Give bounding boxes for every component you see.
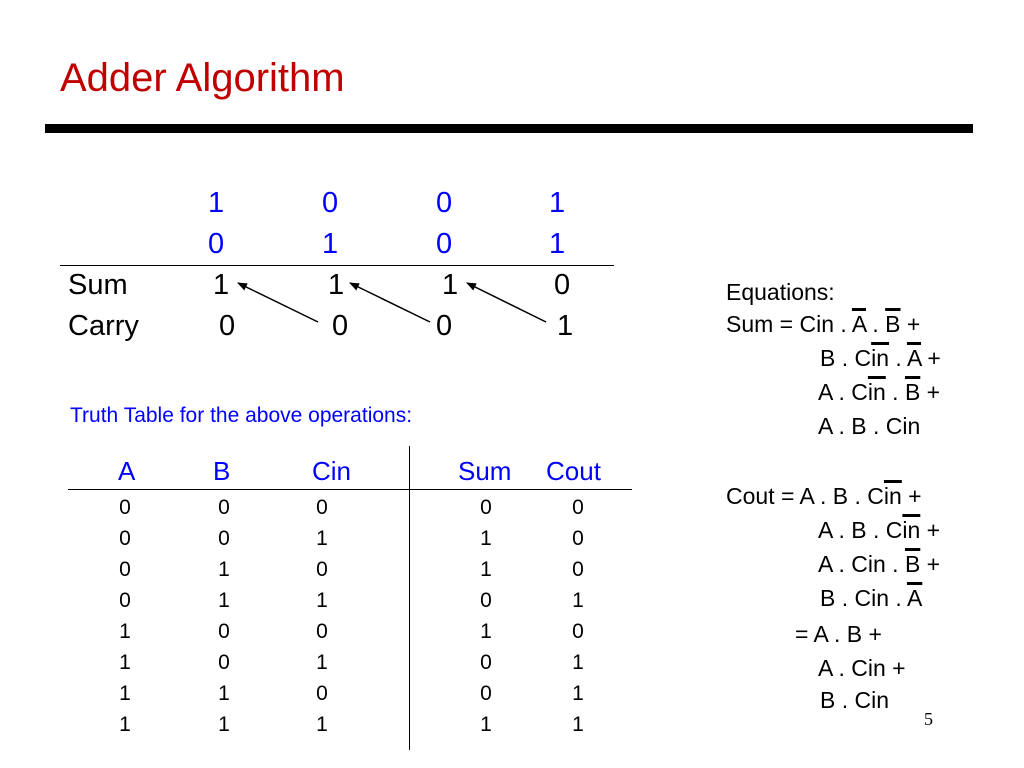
equation-text: . <box>889 345 907 371</box>
header-cout: Cout <box>546 456 601 486</box>
table-cell: 1 <box>119 651 131 674</box>
row2-digit: 1 <box>322 228 339 260</box>
table-cell: 0 <box>119 527 131 550</box>
complement-term: $\overline{B}$ <box>904 551 921 577</box>
table-header-rule <box>68 489 632 490</box>
complement-term: $\overline{A}$ <box>906 345 922 371</box>
row1-digit: 1 <box>549 187 566 219</box>
table-cell: 0 <box>480 651 492 674</box>
table-cell: 1 <box>316 651 328 674</box>
table-cell: 0 <box>218 527 230 550</box>
table-divider <box>409 446 410 750</box>
table-cell: 1 <box>316 713 328 736</box>
table-cell: 0 <box>316 558 328 581</box>
truth-table-caption: Truth Table for the above operations: <box>70 404 413 427</box>
sum-equation-line <box>726 310 920 338</box>
equation-text: B . Cin . <box>820 585 907 611</box>
table-cell: 1 <box>572 713 584 736</box>
table-cell: 0 <box>316 620 328 643</box>
carry-digit: 1 <box>557 310 574 342</box>
table-cell: 0 <box>480 496 492 519</box>
sum-digit: 1 <box>442 269 459 301</box>
complement-term: $\overline{B}$ <box>885 311 901 337</box>
equation-text: + <box>901 483 922 509</box>
cout-equation-line <box>818 550 940 578</box>
table-cell: 0 <box>572 620 584 643</box>
table-cell: 1 <box>218 713 230 736</box>
row2-digit: 0 <box>436 228 453 260</box>
equation-text: Sum = Cin . <box>726 311 852 337</box>
table-cell: 0 <box>119 496 131 519</box>
table-cell: 1 <box>572 682 584 705</box>
table-cell: 1 <box>218 682 230 705</box>
table-cell: 1 <box>218 558 230 581</box>
carry-arrow <box>467 283 546 322</box>
complement-term: $\overline{in}$ <box>867 379 886 405</box>
table-cell: 0 <box>119 589 131 612</box>
table-cell: 0 <box>572 496 584 519</box>
equation-text: + <box>920 517 941 543</box>
table-cell: 1 <box>119 713 131 736</box>
equation-text: B . C <box>820 345 872 371</box>
equation-text: + <box>920 379 941 405</box>
cout-equation-line <box>820 686 889 714</box>
table-cell: 0 <box>480 682 492 705</box>
cout-equation-line <box>818 516 940 544</box>
table-cell: 0 <box>218 496 230 519</box>
complement-term: $\overline{A}$ <box>906 585 923 611</box>
table-cell: 0 <box>316 496 328 519</box>
header-b: B <box>213 456 231 486</box>
equation-text: + <box>921 345 941 371</box>
table-cell: 0 <box>218 651 230 674</box>
equation-text: + <box>900 311 921 337</box>
slide-title: Adder Algorithm <box>60 56 345 100</box>
equation-text: = A . B + <box>795 621 882 647</box>
complement-term: $\overline{B}$ <box>904 379 921 405</box>
sum-digit: 1 <box>328 269 345 301</box>
equation-text: A . B . C <box>818 517 903 543</box>
table-cell: 1 <box>480 558 492 581</box>
page-number: 5 <box>924 709 933 729</box>
sum-label: Sum <box>68 269 128 301</box>
equation-text: A . C <box>818 379 868 405</box>
header-cin: Cin <box>312 456 352 486</box>
equation-text: . <box>885 379 905 405</box>
complement-term: $\overline{in}$ <box>902 517 921 543</box>
cout-equation-line <box>820 584 922 612</box>
equation-text: A . Cin . <box>818 551 905 577</box>
sum-equation-line <box>818 378 940 406</box>
row2-digit: 1 <box>549 228 566 260</box>
table-cell: 1 <box>316 527 328 550</box>
equation-text: + <box>920 551 941 577</box>
table-cell: 0 <box>119 558 131 581</box>
carry-digit: 0 <box>219 310 236 342</box>
equations-heading: Equations: <box>726 279 835 305</box>
table-cell: 0 <box>316 682 328 705</box>
complement-term: $\overline{in}$ <box>883 483 902 509</box>
equation-text: Cout = A . B . C <box>726 483 884 509</box>
sum-digit: 0 <box>554 269 571 301</box>
row1-digit: 0 <box>322 187 339 219</box>
row1-digit: 0 <box>436 187 453 219</box>
carry-arrow <box>238 283 318 322</box>
table-cell: 1 <box>119 620 131 643</box>
table-cell: 0 <box>572 558 584 581</box>
table-cell: 0 <box>218 620 230 643</box>
table-cell: 1 <box>572 651 584 674</box>
cout-equation-line <box>726 482 922 510</box>
table-cell: 1 <box>316 589 328 612</box>
table-cell: 1 <box>480 620 492 643</box>
carry-arrow <box>350 283 430 322</box>
table-cell: 1 <box>480 527 492 550</box>
row1-digit: 1 <box>208 187 225 219</box>
table-cell: 1 <box>480 713 492 736</box>
sum-digit: 1 <box>213 269 230 301</box>
cout-equation-line <box>818 654 906 682</box>
table-cell: 0 <box>480 589 492 612</box>
carry-digit: 0 <box>332 310 349 342</box>
table-cell: 1 <box>218 589 230 612</box>
carry-digit: 0 <box>436 310 453 342</box>
table-cell: 1 <box>572 589 584 612</box>
row2-digit: 0 <box>208 228 225 260</box>
header-sum: Sum <box>458 456 512 486</box>
equation-text: B . Cin <box>820 687 890 713</box>
cout-equation-line <box>795 620 882 648</box>
equation-text: . <box>866 311 886 337</box>
equation-text: A . Cin + <box>818 655 906 681</box>
equation-text: A . B . Cin <box>818 413 921 439</box>
complement-term: $\overline{A}$ <box>851 311 866 337</box>
header-a: A <box>118 456 136 486</box>
complement-term: $\overline{in}$ <box>871 345 890 371</box>
sum-equation-line <box>820 344 941 372</box>
sum-equation-line <box>818 412 920 440</box>
table-cell: 0 <box>572 527 584 550</box>
carry-label: Carry <box>68 310 139 342</box>
table-cell: 1 <box>119 682 131 705</box>
